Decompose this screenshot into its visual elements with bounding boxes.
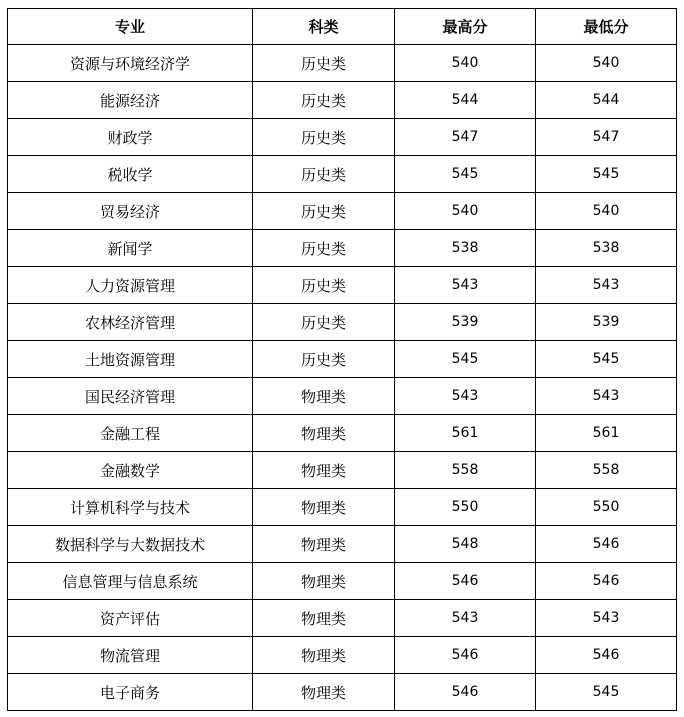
table-row bbox=[8, 341, 677, 378]
cell-subject-category: 物理类 bbox=[253, 378, 395, 415]
cell-highest-score: 540 bbox=[395, 193, 536, 230]
cell-highest-score: 545 bbox=[395, 156, 536, 193]
cell-highest-score: 543 bbox=[395, 600, 536, 637]
table-header bbox=[8, 9, 677, 45]
cell-highest-score: 550 bbox=[395, 489, 536, 526]
cell-highest-score: 544 bbox=[395, 82, 536, 119]
cell-major: 土地资源管理 bbox=[8, 341, 253, 378]
cell-subject-category: 历史类 bbox=[253, 193, 395, 230]
cell-lowest-score: 558 bbox=[536, 452, 677, 489]
cell-subject-category: 历史类 bbox=[253, 230, 395, 267]
cell-major: 金融工程 bbox=[8, 415, 253, 452]
cell-lowest-score: 544 bbox=[536, 82, 677, 119]
cell-major: 贸易经济 bbox=[8, 193, 253, 230]
header-row bbox=[8, 9, 677, 45]
table-row bbox=[8, 193, 677, 230]
header-lowest-score: 最低分 bbox=[536, 9, 677, 45]
cell-highest-score: 538 bbox=[395, 230, 536, 267]
table-row bbox=[8, 45, 677, 82]
cell-lowest-score: 539 bbox=[536, 304, 677, 341]
cell-subject-category: 历史类 bbox=[253, 156, 395, 193]
table-row bbox=[8, 637, 677, 674]
cell-lowest-score: 550 bbox=[536, 489, 677, 526]
cell-highest-score: 546 bbox=[395, 674, 536, 711]
cell-lowest-score: 543 bbox=[536, 267, 677, 304]
cell-highest-score: 547 bbox=[395, 119, 536, 156]
table-row bbox=[8, 230, 677, 267]
cell-subject-category: 物理类 bbox=[253, 452, 395, 489]
table-body bbox=[8, 45, 677, 711]
cell-highest-score: 546 bbox=[395, 637, 536, 674]
cell-highest-score: 561 bbox=[395, 415, 536, 452]
cell-major: 资源与环境经济学 bbox=[8, 45, 253, 82]
cell-major: 财政学 bbox=[8, 119, 253, 156]
cell-lowest-score: 561 bbox=[536, 415, 677, 452]
cell-major: 人力资源管理 bbox=[8, 267, 253, 304]
cell-lowest-score: 540 bbox=[536, 45, 677, 82]
cell-subject-category: 物理类 bbox=[253, 489, 395, 526]
cell-major: 电子商务 bbox=[8, 674, 253, 711]
cell-lowest-score: 546 bbox=[536, 563, 677, 600]
cell-lowest-score: 546 bbox=[536, 637, 677, 674]
table-row bbox=[8, 378, 677, 415]
cell-subject-category: 物理类 bbox=[253, 526, 395, 563]
cell-major: 新闻学 bbox=[8, 230, 253, 267]
cell-major: 税收学 bbox=[8, 156, 253, 193]
table-row bbox=[8, 119, 677, 156]
cell-subject-category: 物理类 bbox=[253, 637, 395, 674]
cell-lowest-score: 545 bbox=[536, 341, 677, 378]
cell-lowest-score: 545 bbox=[536, 674, 677, 711]
table-row bbox=[8, 82, 677, 119]
admission-score-table bbox=[7, 8, 677, 711]
cell-lowest-score: 546 bbox=[536, 526, 677, 563]
cell-major: 国民经济管理 bbox=[8, 378, 253, 415]
cell-subject-category: 历史类 bbox=[253, 267, 395, 304]
cell-subject-category: 物理类 bbox=[253, 674, 395, 711]
cell-lowest-score: 538 bbox=[536, 230, 677, 267]
cell-highest-score: 539 bbox=[395, 304, 536, 341]
cell-major: 资产评估 bbox=[8, 600, 253, 637]
table-row bbox=[8, 452, 677, 489]
cell-lowest-score: 547 bbox=[536, 119, 677, 156]
cell-major: 能源经济 bbox=[8, 82, 253, 119]
cell-highest-score: 543 bbox=[395, 267, 536, 304]
cell-highest-score: 543 bbox=[395, 378, 536, 415]
cell-subject-category: 历史类 bbox=[253, 341, 395, 378]
table-row bbox=[8, 267, 677, 304]
cell-major: 农林经济管理 bbox=[8, 304, 253, 341]
cell-lowest-score: 545 bbox=[536, 156, 677, 193]
table-row bbox=[8, 156, 677, 193]
cell-lowest-score: 540 bbox=[536, 193, 677, 230]
cell-subject-category: 物理类 bbox=[253, 415, 395, 452]
table-row bbox=[8, 526, 677, 563]
header-subject-category: 科类 bbox=[253, 9, 395, 45]
cell-lowest-score: 543 bbox=[536, 600, 677, 637]
cell-major: 物流管理 bbox=[8, 637, 253, 674]
table-row bbox=[8, 674, 677, 711]
cell-subject-category: 物理类 bbox=[253, 600, 395, 637]
table-row bbox=[8, 600, 677, 637]
cell-highest-score: 540 bbox=[395, 45, 536, 82]
table-row bbox=[8, 304, 677, 341]
cell-subject-category: 历史类 bbox=[253, 82, 395, 119]
cell-highest-score: 558 bbox=[395, 452, 536, 489]
header-major: 专业 bbox=[8, 9, 253, 45]
cell-highest-score: 546 bbox=[395, 563, 536, 600]
cell-major: 金融数学 bbox=[8, 452, 253, 489]
header-highest-score: 最高分 bbox=[395, 9, 536, 45]
cell-subject-category: 历史类 bbox=[253, 45, 395, 82]
cell-highest-score: 545 bbox=[395, 341, 536, 378]
table-row bbox=[8, 563, 677, 600]
cell-major: 计算机科学与技术 bbox=[8, 489, 253, 526]
table-row bbox=[8, 489, 677, 526]
cell-subject-category: 物理类 bbox=[253, 563, 395, 600]
cell-highest-score: 548 bbox=[395, 526, 536, 563]
table-row bbox=[8, 415, 677, 452]
cell-subject-category: 历史类 bbox=[253, 304, 395, 341]
cell-subject-category: 历史类 bbox=[253, 119, 395, 156]
cell-major: 数据科学与大数据技术 bbox=[8, 526, 253, 563]
cell-major: 信息管理与信息系统 bbox=[8, 563, 253, 600]
cell-lowest-score: 543 bbox=[536, 378, 677, 415]
